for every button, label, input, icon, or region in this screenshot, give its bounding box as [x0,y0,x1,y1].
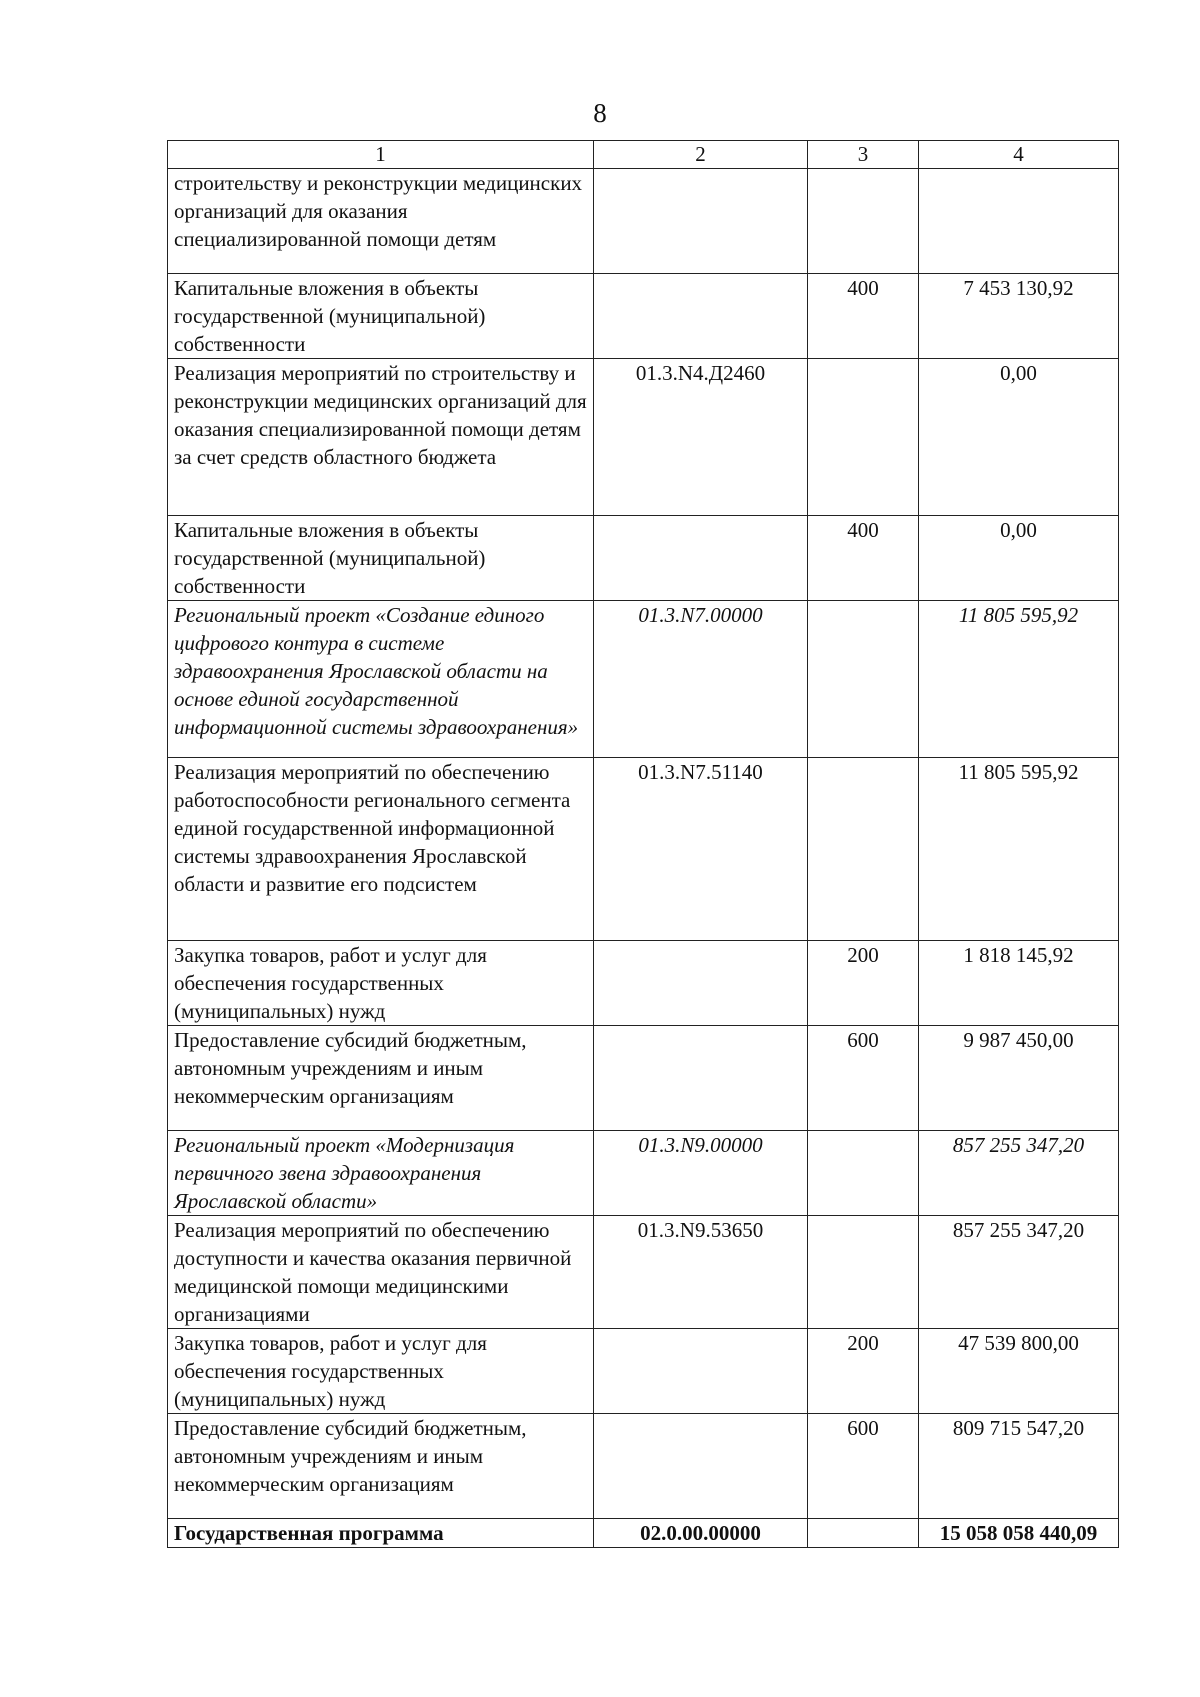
code-cell [594,1329,808,1414]
name-cell: Реализация мероприятий по обеспечению доступности и качества оказания первичной медицинской помощи медицинскими организациями [168,1216,594,1329]
table-row [168,169,1119,274]
code-cell [594,274,808,359]
code-cell [594,1414,808,1519]
amount-cell: 7 453 130,92 [919,274,1119,359]
code-cell: 01.3.N7.00000 [594,601,808,758]
amount-cell: 9 987 450,00 [919,1026,1119,1131]
name-cell: Капитальные вложения в объекты государственной (муниципальной) собственности [168,274,594,359]
expense-type-cell: 600 [808,1414,919,1519]
name-cell: Капитальные вложения в объекты государственной (муниципальной) собственности [168,516,594,601]
table-row [168,1216,1119,1329]
table-row [168,601,1119,758]
table-row [168,1131,1119,1216]
header-cell-1: 1 [168,141,594,169]
amount-cell: 857 255 347,20 [919,1131,1119,1216]
code-cell [594,941,808,1026]
header-cell-2: 2 [594,141,808,169]
name-cell: Государственная программа [168,1519,594,1548]
budget-table [167,140,1119,1548]
amount-cell: 15 058 058 440,09 [919,1519,1119,1548]
name-cell: Закупка товаров, работ и услуг для обеспечения государственных (муниципальных) нужд [168,941,594,1026]
header-cell-3: 3 [808,141,919,169]
code-cell [594,169,808,274]
amount-cell: 1 818 145,92 [919,941,1119,1026]
code-cell [594,516,808,601]
code-cell: 02.0.00.00000 [594,1519,808,1548]
amount-cell: 809 715 547,20 [919,1414,1119,1519]
table-row [168,758,1119,941]
expense-type-cell: 200 [808,1329,919,1414]
table-header-row [168,141,1119,169]
expense-type-cell [808,601,919,758]
amount-cell: 0,00 [919,359,1119,516]
name-cell: Закупка товаров, работ и услуг для обеспечения государственных (муниципальных) нужд [168,1329,594,1414]
name-cell: Региональный проект «Создание единого цифрового контура в системе здравоохранения Ярославской области на основе единой государственной информационной системы здравоохранения» [168,601,594,758]
code-cell [594,1026,808,1131]
expense-type-cell [808,758,919,941]
table-row [168,516,1119,601]
expense-type-cell: 400 [808,274,919,359]
name-cell: Предоставление субсидий бюджетным, автономным учреждениям и иным некоммерческим организациям [168,1026,594,1131]
amount-cell: 11 805 595,92 [919,601,1119,758]
name-cell: строительству и реконструкции медицинских организаций для оказания специализированной помощи детям [168,169,594,274]
expense-type-cell: 400 [808,516,919,601]
amount-cell: 11 805 595,92 [919,758,1119,941]
code-cell: 01.3.N4.Д2460 [594,359,808,516]
table-row [168,274,1119,359]
header-cell-4: 4 [919,141,1119,169]
name-cell: Региональный проект «Модернизация первичного звена здравоохранения Ярославской области» [168,1131,594,1216]
amount-cell: 857 255 347,20 [919,1216,1119,1329]
table-row [168,1026,1119,1131]
code-cell: 01.3.N7.51140 [594,758,808,941]
name-cell: Реализация мероприятий по обеспечению работоспособности регионального сегмента единой государственной информационной системы здравоохранения Ярославской области и развитие его подсистем [168,758,594,941]
table-row [168,359,1119,516]
expense-type-cell [808,1131,919,1216]
expense-type-cell [808,1216,919,1329]
amount-cell: 0,00 [919,516,1119,601]
name-cell: Предоставление субсидий бюджетным, автономным учреждениям и иным некоммерческим организациям [168,1414,594,1519]
code-cell: 01.3.N9.00000 [594,1131,808,1216]
table-row [168,1414,1119,1519]
expense-type-cell: 600 [808,1026,919,1131]
expense-type-cell [808,359,919,516]
amount-cell [919,169,1119,274]
expense-type-cell [808,1519,919,1548]
code-cell: 01.3.N9.53650 [594,1216,808,1329]
expense-type-cell: 200 [808,941,919,1026]
table-row [168,1329,1119,1414]
amount-cell: 47 539 800,00 [919,1329,1119,1414]
page-number: 8 [593,98,607,128]
expense-type-cell [808,169,919,274]
table-total-row [168,1519,1119,1548]
table-row [168,941,1119,1026]
name-cell: Реализация мероприятий по строительству и реконструкции медицинских организаций для оказания специализированной помощи детям за счет средств областного бюджета [168,359,594,516]
